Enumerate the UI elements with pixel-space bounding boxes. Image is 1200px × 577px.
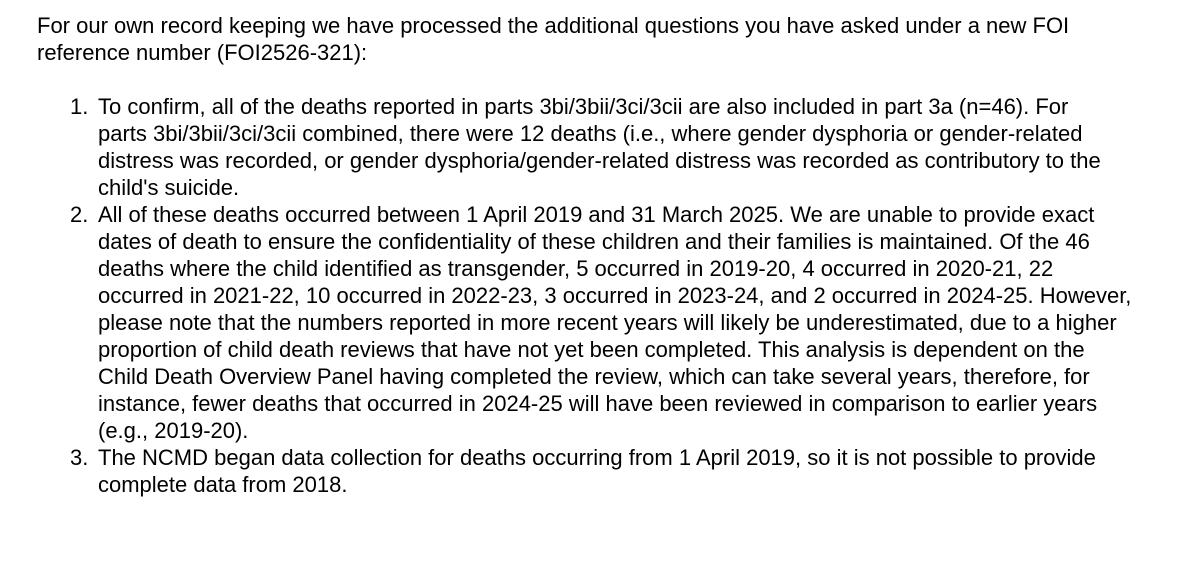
list-item-text: All of these deaths occurred between 1 April 2019 and 31 March 2025. We are unable to provide exact dates of death to ensure the confidentiality of these children and their families is maintained. Of the 46 deaths where the child identified as transgender, 5 occurred in 2019-20, 4 occurred in 2020-21, 22 occurred in 2021-22, 10 occurred in 2022-23, 3 occurred in 2023-24, and 2 occurred in 2024-25. However, please note that the numbers reported in more recent years will likely be underestimated, due to a higher proportion of child death reviews that have not yet been completed. This analysis is dependent on the Child Death Overview Panel having completed the review, which can take several years, therefore, for instance, fewer deaths that occurred in 2024-25 will have been reviewed in comparison to earlier years (e.g., 2019-20).: [98, 202, 1132, 443]
list-item-number: 3.: [70, 445, 89, 470]
list-item-text: To confirm, all of the deaths reported in parts 3bi/3bii/3ci/3cii are also included in part 3a (n=46). For parts 3bi/3bii/3ci/3cii combined, there were 12 deaths (i.e., where gender dysphoria or gender-related distress was recorded, or gender dysphoria/gender-related distress was recorded as contributory to the child's suicide.: [98, 94, 1101, 200]
list-item-number: 2.: [70, 202, 89, 227]
list-item: [37, 93, 1167, 201]
list-item: [37, 201, 1167, 444]
list-item: [37, 444, 1167, 498]
list-item-number: 1.: [70, 94, 89, 119]
intro-paragraph: For our own record keeping we have processed the additional questions you have asked under a new FOI reference number (FOI2526-321):: [37, 13, 1070, 65]
foi-response-document: [37, 12, 1167, 498]
list-item-text: The NCMD began data collection for deaths occurring from 1 April 2019, so it is not possible to provide complete data from 2018.: [98, 445, 1096, 497]
numbered-list: [37, 93, 1167, 498]
